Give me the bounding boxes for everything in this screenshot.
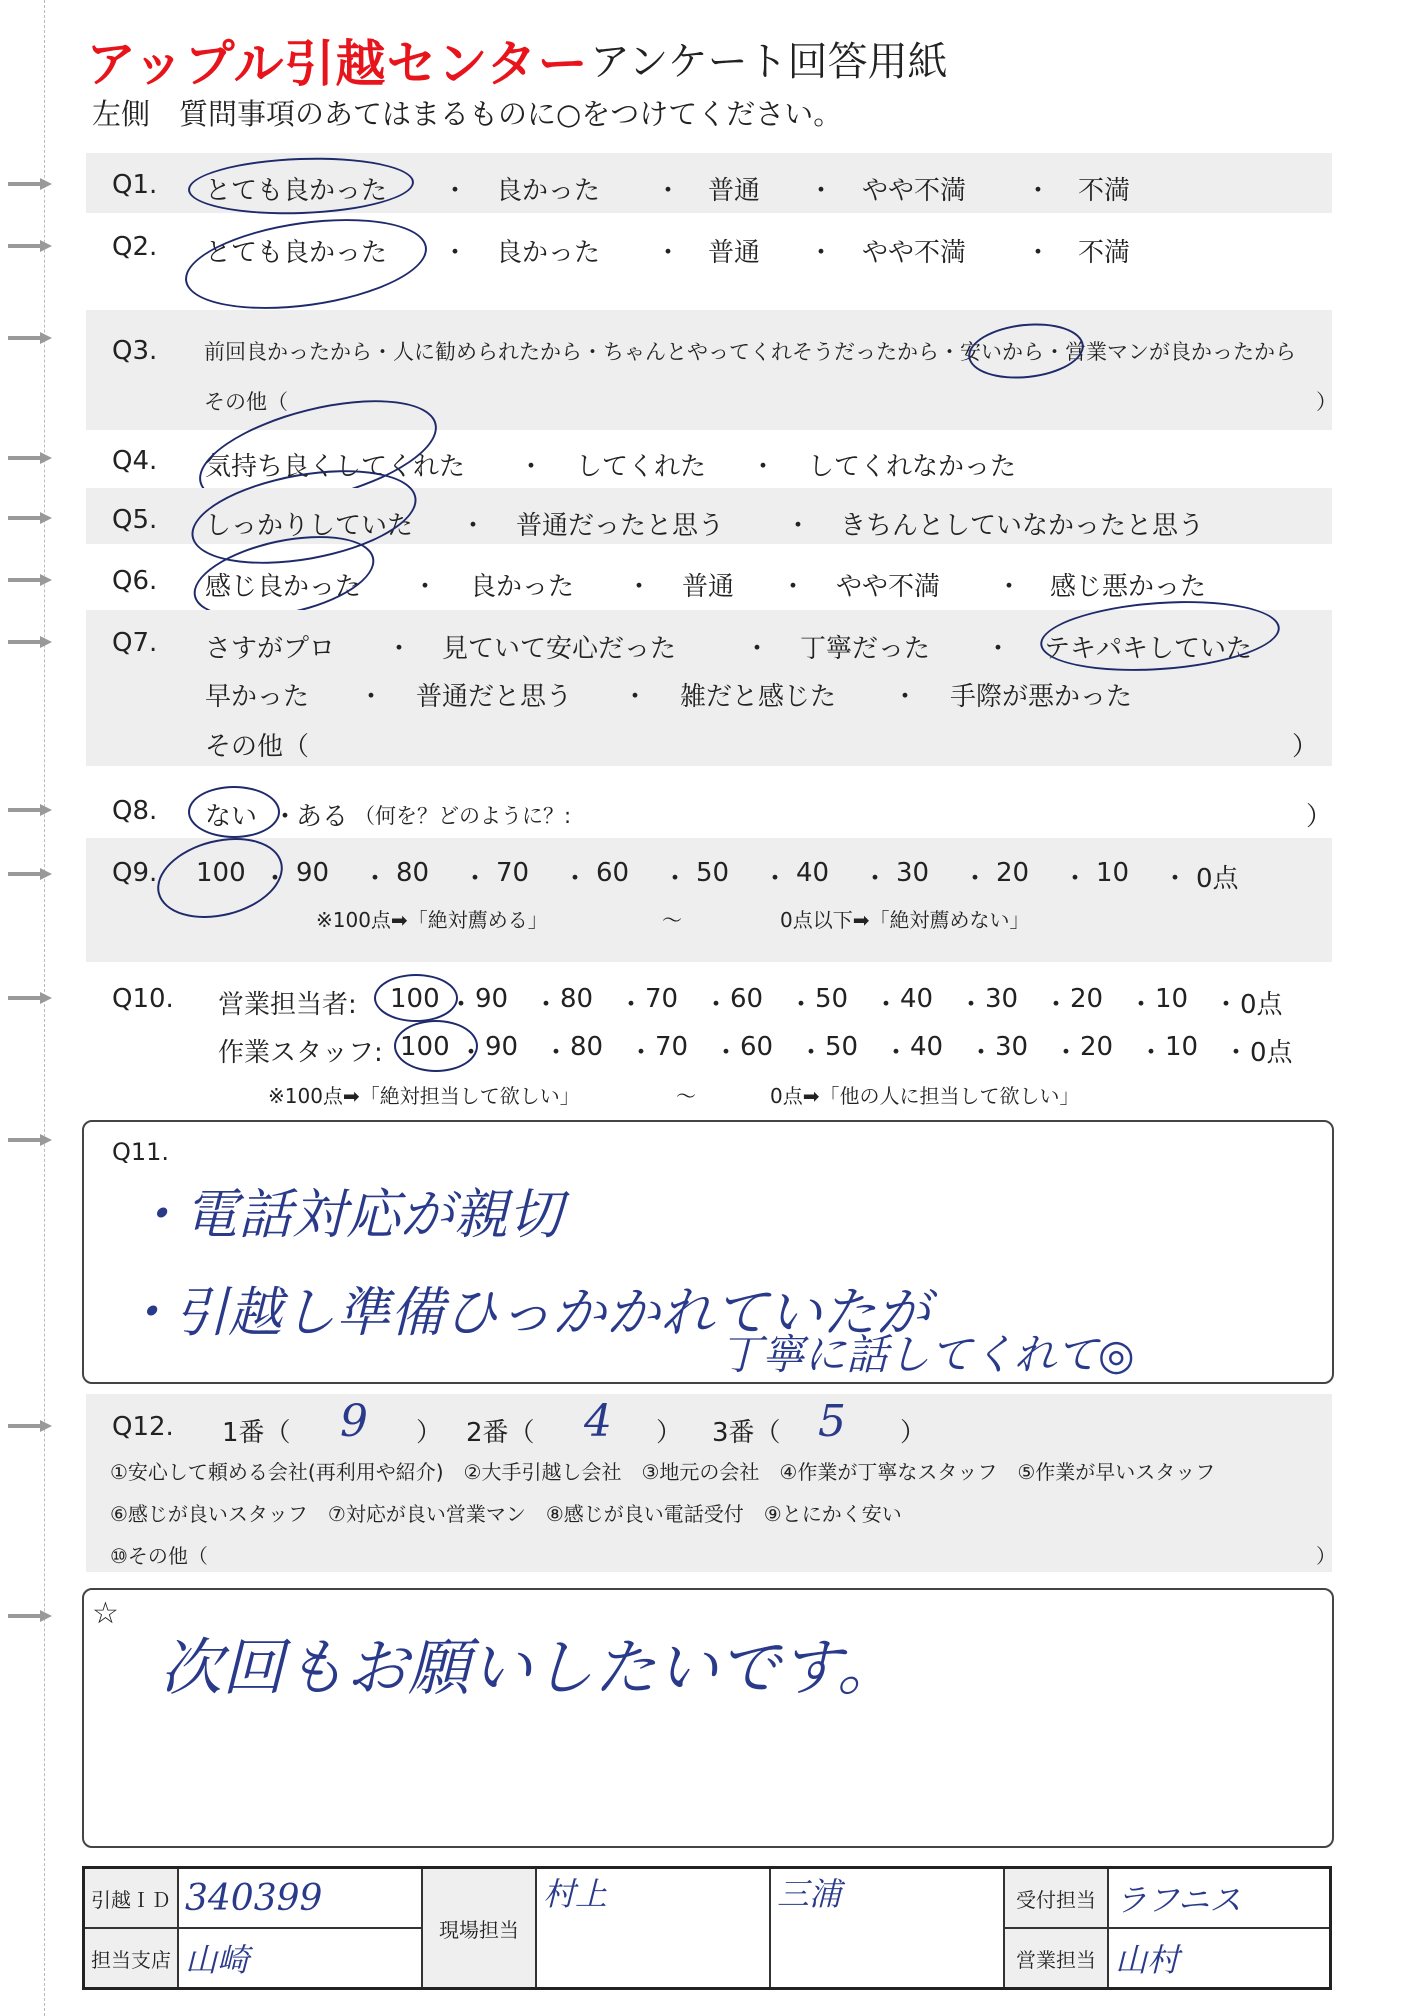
q6-option[interactable]: 普通 xyxy=(682,572,735,602)
free-comment-handwriting: 次回もお願いしたいです。 xyxy=(160,1631,900,1704)
arrow-icon xyxy=(8,452,52,464)
separator: ・ xyxy=(1223,1038,1250,1068)
separator: ・ xyxy=(626,572,653,602)
score-option[interactable]: 50 xyxy=(815,984,849,1014)
q7-option[interactable]: 普通だと思う xyxy=(416,682,573,712)
score-option[interactable]: 20 xyxy=(1080,1032,1114,1062)
separator: ・ xyxy=(618,990,645,1020)
selection-circle xyxy=(374,974,458,1022)
q6-option[interactable]: 良かった xyxy=(470,572,575,602)
separator: ・ xyxy=(798,1038,825,1068)
star-icon: ☆ xyxy=(92,1596,119,1631)
q3-options-line[interactable]: 前回良かったから・人に勧められたから・ちゃんとやってくれそうだったから・安いから・営業マンが良かったから xyxy=(204,340,1296,364)
q2-option[interactable]: とても良かった xyxy=(205,238,388,268)
selection-circle xyxy=(188,786,280,838)
q8-label: Q8. xyxy=(112,796,158,826)
q12-choices-line2: ⑥感じが良いスタッフ ⑦対応が良い営業マン ⑧感じが良い電話受付 ⑨とにかく安い xyxy=(110,1502,902,1526)
score-option[interactable]: 10 xyxy=(1165,1032,1199,1062)
separator: ・ xyxy=(442,176,469,206)
q4-option[interactable]: してくれた xyxy=(576,452,707,482)
q10-note-right: 0点➡「他の人に担当して欲しい」 xyxy=(770,1084,1080,1108)
q10-note-left: ※100点➡「絶対担当して欲しい」 xyxy=(268,1084,580,1108)
q8-note: （何を？どのように？: xyxy=(354,804,572,828)
q3-other-label: その他（ xyxy=(204,390,288,414)
site-staff-label: 現場担当 xyxy=(422,1868,536,1989)
q2-option[interactable]: 不満 xyxy=(1078,238,1131,268)
separator: ・ xyxy=(462,864,489,894)
q2-option[interactable]: 普通 xyxy=(708,238,761,268)
brand-title: アップル引越センター xyxy=(86,35,589,93)
q5-label: Q5. xyxy=(112,505,158,535)
score-option[interactable]: 100 xyxy=(400,1032,450,1062)
q5-option[interactable]: しっかりしていた xyxy=(205,511,414,541)
score-option[interactable]: 0点 xyxy=(1240,990,1283,1020)
score-option[interactable]: 80 xyxy=(396,858,430,888)
separator: ・ xyxy=(1062,864,1089,894)
score-option[interactable]: 70 xyxy=(496,858,530,888)
q12-rank3-value[interactable]: 5 xyxy=(818,1396,846,1447)
branch-value: 山崎 xyxy=(185,1941,250,1979)
q9-tilde: ～ xyxy=(662,908,682,932)
q1-option[interactable]: 普通 xyxy=(708,176,761,206)
q3-other-close: ） xyxy=(1316,390,1337,414)
q6-label: Q6. xyxy=(112,566,158,596)
q7-option[interactable]: 丁寧だった xyxy=(800,634,931,664)
score-option[interactable]: 100 xyxy=(196,858,246,888)
score-option[interactable]: 60 xyxy=(730,984,764,1014)
arrow-icon xyxy=(8,1134,52,1146)
q2-option[interactable]: やや不満 xyxy=(862,238,967,268)
separator: ・ xyxy=(1213,990,1240,1020)
score-option[interactable]: 80 xyxy=(560,984,594,1014)
score-option[interactable]: 90 xyxy=(485,1032,519,1062)
separator: ・ xyxy=(1025,176,1052,206)
separator: ・ xyxy=(655,176,682,206)
branch-label: 担当支店 xyxy=(84,1928,179,1989)
q6-option[interactable]: 感じ悪かった xyxy=(1050,572,1207,602)
q12-rank1-value[interactable]: 9 xyxy=(340,1396,368,1447)
q11-handwriting-line2: ・引越し準備ひっかかれていたが xyxy=(120,1281,930,1344)
separator: ・ xyxy=(460,511,487,541)
q2-option[interactable]: 良かった xyxy=(496,238,601,268)
separator: ・ xyxy=(785,511,812,541)
separator: ・ xyxy=(358,682,385,712)
separator: ・ xyxy=(386,634,413,664)
score-option[interactable]: 90 xyxy=(475,984,509,1014)
instruction-text: 左側 質問事項のあてはまるものに○をつけてください。 xyxy=(92,97,843,131)
separator: ・ xyxy=(1162,864,1189,894)
separator: ・ xyxy=(985,634,1012,664)
q1-label: Q1. xyxy=(112,170,158,200)
q7-option[interactable]: 手際が悪かった xyxy=(950,682,1133,712)
separator: ・ xyxy=(744,634,771,664)
score-option[interactable]: 60 xyxy=(740,1032,774,1062)
separator: ・ xyxy=(562,864,589,894)
score-option[interactable]: 40 xyxy=(900,984,934,1014)
arrow-icon xyxy=(8,1420,52,1432)
q1-option[interactable]: やや不満 xyxy=(862,176,967,206)
separator: ・ xyxy=(996,572,1023,602)
q6-option[interactable]: やや不満 xyxy=(836,572,941,602)
selection-circle xyxy=(394,1020,478,1072)
separator: ・ xyxy=(272,802,299,832)
selection-circle xyxy=(179,205,432,322)
score-option[interactable]: 20 xyxy=(1070,984,1104,1014)
score-option[interactable]: 20 xyxy=(996,858,1030,888)
q1-option[interactable]: とても良かった xyxy=(205,176,388,206)
q7-other-label: その他（ xyxy=(205,732,310,762)
separator: ・ xyxy=(458,1038,485,1068)
score-option[interactable]: 70 xyxy=(655,1032,689,1062)
q5-option[interactable]: きちんとしていなかったと思う xyxy=(840,511,1205,541)
separator: ・ xyxy=(533,990,560,1020)
score-option[interactable]: 80 xyxy=(570,1032,604,1062)
q7-option[interactable]: 早かった xyxy=(205,682,310,712)
arrow-icon xyxy=(8,574,52,586)
separator: ・ xyxy=(518,452,545,482)
separator: ・ xyxy=(1025,238,1052,268)
separator: ・ xyxy=(448,990,475,1020)
separator: ・ xyxy=(962,864,989,894)
separator: ・ xyxy=(762,864,789,894)
q2-label: Q2. xyxy=(112,232,158,262)
separator: ・ xyxy=(808,176,835,206)
score-option[interactable]: 60 xyxy=(596,858,630,888)
q7-option[interactable]: テキパキしていた xyxy=(1044,634,1253,664)
office-use-table xyxy=(82,1866,1332,1990)
q4-option[interactable]: 気持ち良くしてくれた xyxy=(205,452,466,482)
q8-close: ） xyxy=(1306,802,1333,832)
score-option[interactable]: 10 xyxy=(1096,858,1130,888)
q8-option-some[interactable]: ある xyxy=(296,802,349,832)
q10-sales-label: 営業担当者: xyxy=(218,990,357,1020)
q1-option[interactable]: 良かった xyxy=(496,176,601,206)
score-option[interactable]: 30 xyxy=(896,858,930,888)
separator: ・ xyxy=(622,682,649,712)
separator: ・ xyxy=(713,1038,740,1068)
separator: ・ xyxy=(862,864,889,894)
separator: ・ xyxy=(873,990,900,1020)
separator: ・ xyxy=(543,1038,570,1068)
sales-staff-value: 山村 xyxy=(1115,1941,1180,1979)
separator: ・ xyxy=(628,1038,655,1068)
score-option[interactable]: 100 xyxy=(390,984,440,1014)
separator: ・ xyxy=(412,572,439,602)
score-option[interactable]: 90 xyxy=(296,858,330,888)
separator: ・ xyxy=(883,1038,910,1068)
separator: ・ xyxy=(750,452,777,482)
q10-label: Q10. xyxy=(112,984,174,1014)
score-option[interactable]: 50 xyxy=(696,858,730,888)
separator: ・ xyxy=(1043,990,1070,1020)
separator: ・ xyxy=(1138,1038,1165,1068)
score-option[interactable]: 0点 xyxy=(1196,864,1239,894)
reception-staff-value: ラフニス xyxy=(1115,1881,1242,1919)
score-option[interactable]: 0点 xyxy=(1250,1038,1293,1068)
separator: ・ xyxy=(655,238,682,268)
q11-label: Q11. xyxy=(112,1138,170,1166)
separator: ・ xyxy=(1128,990,1155,1020)
q9-note-left: ※100点➡「絶対薦める」 xyxy=(316,908,548,932)
q7-option[interactable]: さすがプロ xyxy=(205,634,336,664)
q12-rank3-close: ） xyxy=(900,1418,927,1448)
q9-label: Q9. xyxy=(112,858,158,888)
q12-rank2-close: ） xyxy=(656,1418,683,1448)
separator: ・ xyxy=(703,990,730,1020)
arrow-icon xyxy=(8,178,52,190)
q8-option-none[interactable]: ない xyxy=(205,802,258,832)
site-staff-value-2: 三浦 xyxy=(777,1875,842,1913)
q12-rank2-label: 2番（ xyxy=(466,1418,535,1448)
q3-label: Q3. xyxy=(112,336,158,366)
q11-handwriting-line1: ・電話対応が親切 xyxy=(130,1183,562,1246)
reception-staff-label: 受付担当 xyxy=(1004,1868,1108,1929)
move-id-value: 340399 xyxy=(185,1877,323,1919)
q12-choices-line1: ①安心して頼める会社(再利用や紹介) ②大手引越し会社 ③地元の会社 ④作業が丁寧なスタッフ ⑤作業が早いスタッフ xyxy=(110,1460,1216,1484)
q12-rank3-label: 3番（ xyxy=(712,1418,781,1448)
q7-label: Q7. xyxy=(112,628,158,658)
q12-other-close: ） xyxy=(1316,1544,1336,1568)
arrow-icon xyxy=(8,240,52,252)
separator: ・ xyxy=(262,864,289,894)
arrow-icon xyxy=(8,636,52,648)
q7-other-close: ） xyxy=(1292,732,1319,762)
score-option[interactable]: 40 xyxy=(910,1032,944,1062)
q12-rank1-close: ） xyxy=(416,1418,443,1448)
q7-option[interactable]: 雑だと感じた xyxy=(680,682,837,712)
q1-option[interactable]: 不満 xyxy=(1078,176,1131,206)
separator: ・ xyxy=(442,238,469,268)
q11-handwriting-line3: 丁寧に話してくれて◎ xyxy=(720,1330,1135,1379)
q4-label: Q4. xyxy=(112,446,158,476)
score-option[interactable]: 30 xyxy=(995,1032,1029,1062)
form-title: アンケート回答用紙 xyxy=(590,39,948,85)
q12-other-label: ⑩その他（ xyxy=(110,1544,208,1568)
arrow-icon xyxy=(8,332,52,344)
q10-staff-label: 作業スタッフ: xyxy=(218,1038,383,1068)
binding-margin-line xyxy=(44,0,46,2016)
separator: ・ xyxy=(958,990,985,1020)
separator: ・ xyxy=(968,1038,995,1068)
q10-tilde: ～ xyxy=(676,1084,696,1108)
q5-option[interactable]: 普通だったと思う xyxy=(516,511,725,541)
separator: ・ xyxy=(362,864,389,894)
separator: ・ xyxy=(780,572,807,602)
q7-option[interactable]: 見ていて安心だった xyxy=(442,634,677,664)
separator: ・ xyxy=(662,864,689,894)
score-option[interactable]: 10 xyxy=(1155,984,1189,1014)
score-option[interactable]: 30 xyxy=(985,984,1019,1014)
score-option[interactable]: 50 xyxy=(825,1032,859,1062)
q12-rank1-label: 1番（ xyxy=(222,1418,291,1448)
q4-option[interactable]: してくれなかった xyxy=(808,452,1017,482)
separator: ・ xyxy=(1053,1038,1080,1068)
q9-note-right: 0点以下➡「絶対薦めない」 xyxy=(780,908,1030,932)
site-staff-value-1: 村上 xyxy=(543,1875,608,1913)
arrow-icon xyxy=(8,992,52,1004)
separator: ・ xyxy=(892,682,919,712)
score-option[interactable]: 70 xyxy=(645,984,679,1014)
separator: ・ xyxy=(788,990,815,1020)
score-option[interactable]: 40 xyxy=(796,858,830,888)
arrow-icon xyxy=(8,868,52,880)
arrow-icon xyxy=(8,804,52,816)
q6-option[interactable]: 感じ良かった xyxy=(205,572,362,602)
q12-rank2-value[interactable]: 4 xyxy=(584,1396,612,1447)
arrow-icon xyxy=(8,1610,52,1622)
arrow-icon xyxy=(8,512,52,524)
sales-staff-label: 営業担当 xyxy=(1004,1928,1108,1989)
move-id-label: 引越ＩＤ xyxy=(84,1868,179,1929)
q12-label: Q12. xyxy=(112,1412,174,1442)
separator: ・ xyxy=(808,238,835,268)
